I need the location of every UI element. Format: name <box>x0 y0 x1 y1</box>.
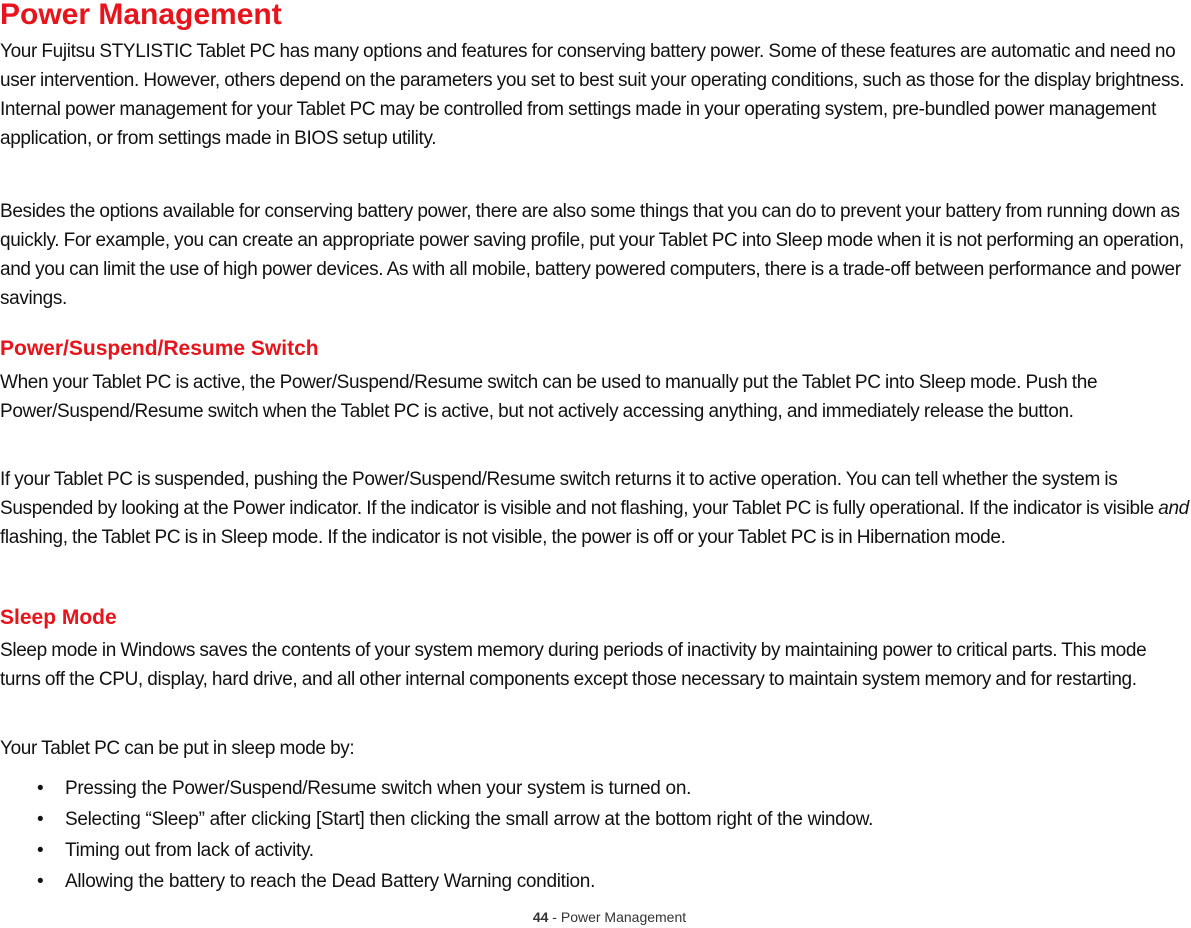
list-item <box>0 866 873 897</box>
sleep-paragraph-2: Your Tablet PC can be put in sleep mode by: <box>0 738 355 759</box>
page-footer <box>0 908 1191 926</box>
switch-paragraph-2-start: If your Tablet PC is suspended, pushing the Power/Suspend/Resume switch returns it to active operation. You can tell whether the system is Suspended by looking at the Power indicator. If the indicator is visible and not flashing, your Tablet PC is fully operational. If the indicator is visible <box>0 469 1159 519</box>
page-number: 44 <box>532 909 549 925</box>
bullet-icon: • <box>37 778 44 799</box>
switch-paragraph-1: When your Tablet PC is active, the Power/Suspend/Resume switch can be used to manually put the Tablet PC into Sleep mode. Push the Power/Suspend/Resume switch when the Tablet PC is active, but not actively accessing anything, and immediately release the button. <box>0 372 1098 422</box>
section-heading-switch: Power/Suspend/Resume Switch <box>0 337 319 360</box>
page-title: Power Management <box>0 0 282 31</box>
list-item-text: Pressing the Power/Suspend/Resume switch when your system is turned on. <box>65 778 692 799</box>
list-item-text: Selecting “Sleep” after clicking [Start] then clicking the small arrow at the bottom right of the window. <box>65 809 874 830</box>
intro-paragraph-1: Your Fujitsu STYLISTIC Tablet PC has many options and features for conserving battery power. Some of these features are automatic and need no user intervention. However, others depend on the parameters you set to best suit your operating conditions, such as those for the display brightness. Internal power management for your Tablet PC may be controlled from settings made in your operating system, pre-bundled power management application, or from settings made in BIOS setup utility. <box>0 41 1185 149</box>
emphasis-and: and <box>1158 498 1189 519</box>
footer-separator: - <box>548 909 561 925</box>
list-item <box>0 773 873 804</box>
bullet-icon: • <box>37 871 44 892</box>
list-item <box>0 804 873 835</box>
section-heading-sleep: Sleep Mode <box>0 606 117 629</box>
footer-section-name: Power Management <box>560 909 687 925</box>
sleep-methods-list <box>0 773 873 897</box>
bullet-icon: • <box>37 840 44 861</box>
list-item-text: Allowing the battery to reach the Dead Battery Warning condition. <box>65 871 596 892</box>
switch-paragraph-2 <box>0 465 1191 552</box>
sleep-paragraph-1: Sleep mode in Windows saves the contents of your system memory during periods of inactivity by maintaining power to critical parts. This mode turns off the CPU, display, hard drive, and all other internal components except those necessary to maintain system memory and for restarting. <box>0 640 1147 690</box>
switch-paragraph-2-end: flashing, the Tablet PC is in Sleep mode. If the indicator is not visible, the power is off or your Tablet PC is in Hibernation mode. <box>0 527 1006 548</box>
intro-paragraph-2: Besides the options available for conserving battery power, there are also some things that you can do to prevent your battery from running down as quickly. For example, you can create an appropriate power saving profile, put your Tablet PC into Sleep mode when it is not performing an operation, and you can limit the use of high power devices. As with all mobile, battery powered computers, there is a trade-off between performance and power savings. <box>0 201 1184 309</box>
list-item-text: Timing out from lack of activity. <box>65 840 314 861</box>
list-item <box>0 835 873 866</box>
bullet-icon: • <box>37 809 44 830</box>
